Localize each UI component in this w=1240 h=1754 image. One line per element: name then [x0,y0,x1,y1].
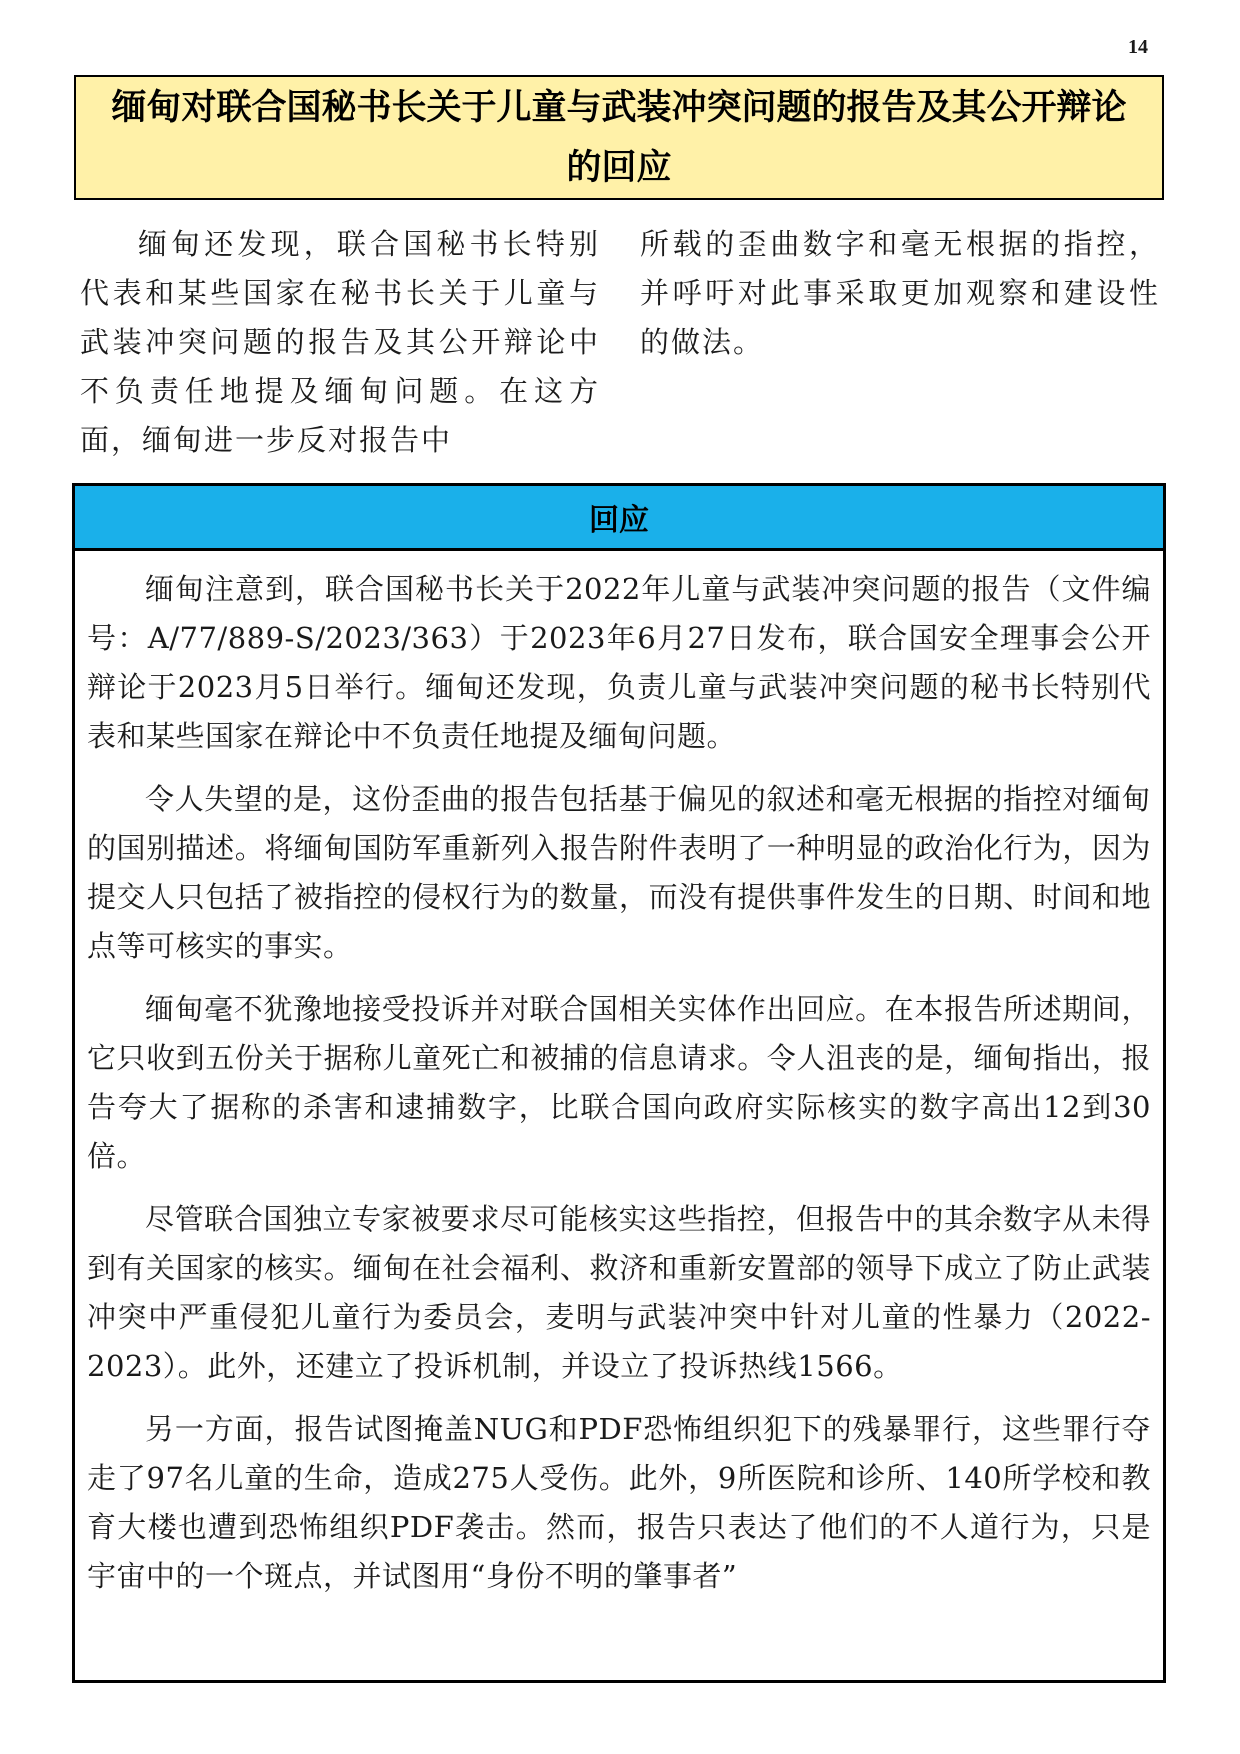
intro-right-column [640,220,1160,465]
response-paragraph: 令人失望的是，这份歪曲的报告包括基于偏见的叙述和毫无根据的指控对缅甸的国别描述。将缅甸国防军重新列入报告附件表明了一种明显的政治化行为，因为提交人只包括了被指控的侵权行为的数量，而没有提供事件发生的日期、时间和地点等可核实的事实。 [87,782,1151,963]
response-paragraph: 缅甸毫不犹豫地接受投诉并对联合国相关实体作出回应。在本报告所述期间，它只收到五份关于据称儿童死亡和被捕的信息请求。令人沮丧的是，缅甸指出，报告夸大了据称的杀害和逮捕数字，比联合国向政府实际核实的数字高出12到30倍。 [87,992,1151,1173]
response-box [72,483,1166,1683]
response-paragraph: 尽管联合国独立专家被要求尽可能核实这些指控，但报告中的其余数字从未得到有关国家的核实。缅甸在社会福利、救济和重新安置部的领导下成立了防止武装冲突中严重侵犯儿童行为委员会，麦明与武装冲突中针对儿童的性暴力（2022-2023）。此外，还建立了投诉机制，并设立了投诉热线1566。 [87,1202,1151,1383]
response-paragraph: 缅甸注意到，联合国秘书长关于2022年儿童与武装冲突问题的报告（文件编号：A/77/889-S/2023/363）于2023年6月27日发布，联合国安全理事会公开辩论于2023月5日举行。缅甸还发现，负责儿童与武装冲突问题的秘书长特别代表和某些国家在辩论中不负责任地提及缅甸问题。 [87,572,1151,753]
intro-right-text: 所载的歪曲数字和毫无根据的指控，并呼吁对此事采取更加观察和建设性的做法。 [640,227,1160,359]
intro-left-text: 缅甸还发现，联合国秘书长特别代表和某些国家在秘书长关于儿童与武装冲突问题的报告及其公开辩论中不负责任地提及缅甸问题。在这方面，缅甸进一步反对报告中 [80,227,600,457]
page-number: 14 [1128,36,1148,58]
intro-left-column [80,220,600,465]
response-paragraph: 另一方面，报告试图掩盖NUG和PDF恐怖组织犯下的残暴罪行，这些罪行夺走了97名儿童的生命，造成275人受伤。此外，9所医院和诊所、140所学校和教育大楼也遭到恐怖组织PDF袭击。然而，报告只表达了他们的不人道行为，只是宇宙中的一个斑点，并试图用“身份不明的肇事者” [87,1412,1151,1593]
response-header: 回应 [75,486,1163,551]
intro-columns [80,220,1160,465]
title-box [74,75,1164,200]
page-title: 缅甸对联合国秘书长关于儿童与武装冲突问题的报告及其公开辩论的回应 [111,87,1127,188]
response-body [75,551,1163,1601]
